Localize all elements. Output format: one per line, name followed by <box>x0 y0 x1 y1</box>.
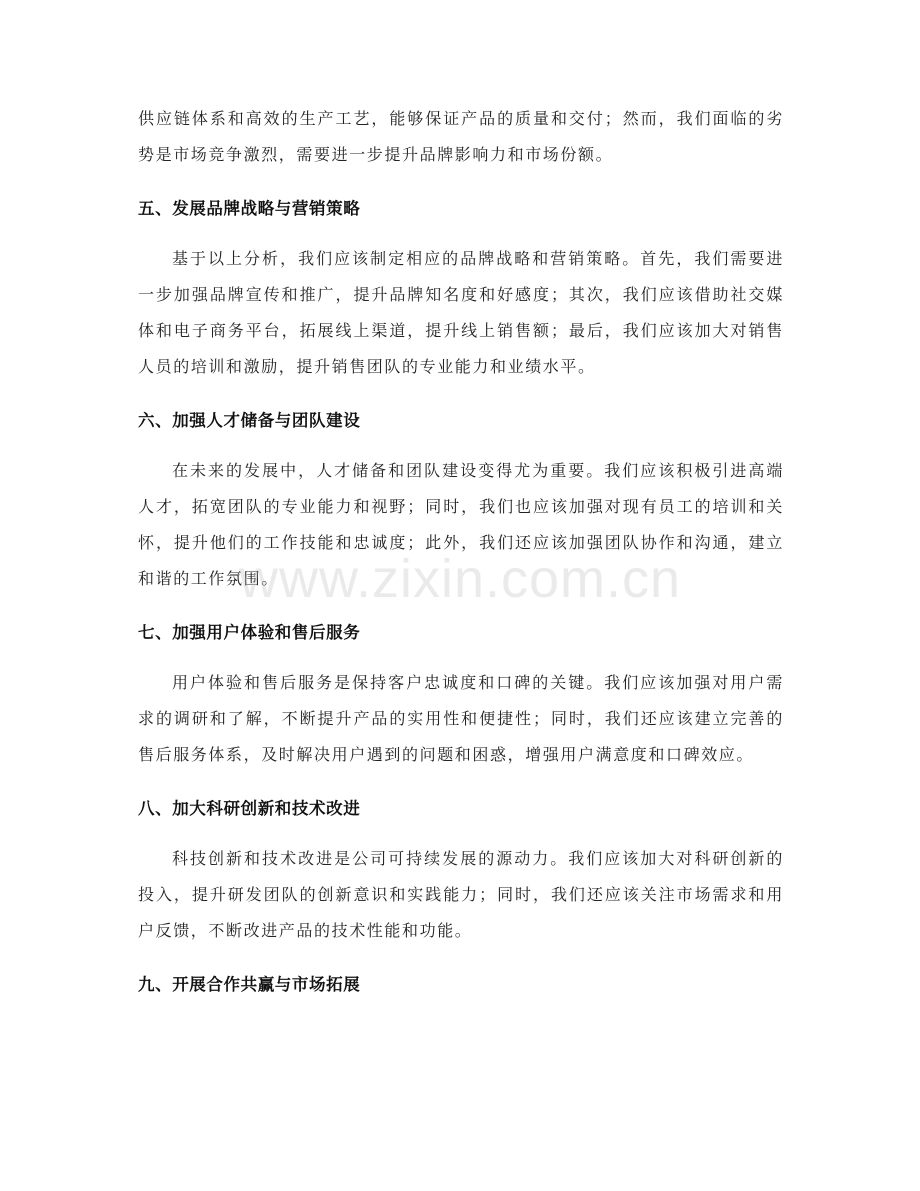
spacer <box>138 949 784 967</box>
section-body-8: 科技创新和技术改进是公司可持续发展的源动力。我们应该加大对科研创新的投入，提升研发团队的创新意识和实践能力；同时，我们还应该关注市场需求和用户反馈，不断改进产品的技术性能和功能。 <box>138 849 784 940</box>
spacer <box>138 773 784 791</box>
document-page <box>138 101 784 1003</box>
spacer <box>138 439 784 453</box>
spacer <box>138 173 784 191</box>
spacer <box>138 385 784 403</box>
spacer <box>138 827 784 841</box>
spacer <box>138 651 784 665</box>
section-heading-7: 七、加强用户体验和售后服务 <box>138 623 361 642</box>
spacer <box>138 227 784 241</box>
intro-paragraph: 供应链体系和高效的生产工艺，能够保证产品的质量和交付；然而，我们面临的劣势是市场竞争激烈，需要进一步提升品牌影响力和市场份额。 <box>138 109 784 164</box>
section-heading-8: 八、加大科研创新和技术改进 <box>138 799 361 818</box>
watermark: www.zixin.com.cn <box>238 549 682 609</box>
section-heading-6: 六、加强人才储备与团队建设 <box>138 411 361 430</box>
section-heading-9: 九、开展合作共赢与市场拓展 <box>138 975 361 994</box>
section-body-5: 基于以上分析，我们应该制定相应的品牌战略和营销策略。首先，我们需要进一步加强品牌宣传和推广，提升品牌知名度和好感度；其次，我们应该借助社交媒体和电子商务平台，拓展线上渠道，提升线上销售额；最后，我们应该加大对销售人员的培训和激励，提升销售团队的专业能力和业绩水平。 <box>138 249 784 376</box>
section-heading-5: 五、发展品牌战略与营销策略 <box>138 199 361 218</box>
spacer <box>138 597 784 615</box>
section-body-6: 在未来的发展中，人才储备和团队建设变得尤为重要。我们应该积极引进高端人才，拓宽团队的专业能力和视野；同时，我们也应该加强对现有员工的培训和关怀，提升他们的工作技能和忠诚度；此外，我们还应该加强团队协作和沟通，建立和谐的工作氛围。 <box>138 461 784 588</box>
section-body-7: 用户体验和售后服务是保持客户忠诚度和口碑的关键。我们应该加强对用户需求的调研和了解，不断提升产品的实用性和便捷性；同时，我们还应该建立完善的售后服务体系，及时解决用户遇到的问题和困惑，增强用户满意度和口碑效应。 <box>138 673 784 764</box>
